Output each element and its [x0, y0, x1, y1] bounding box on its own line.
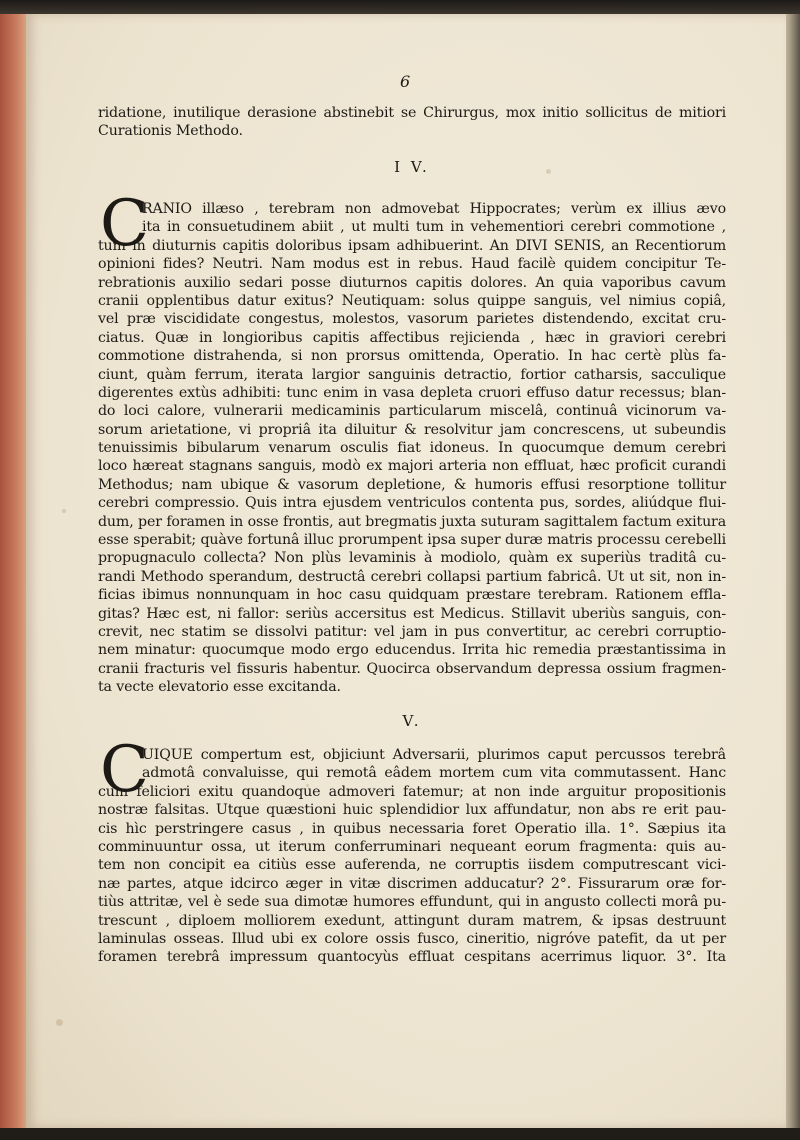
text-line: loco hæreat stagnans sanguis, modò ex majori arteria non effluat, hæc proficit curandi	[98, 458, 726, 475]
text-line: cranii opplentibus datur exitus? Neutiquam: solus quippe sanguis, vel nimius copiâ,	[98, 292, 726, 309]
text-line: laminulas osseas. Illud ubi ex colore ossis fusco, cineritio, nigróve patefit, da ut per	[98, 930, 726, 947]
text-line: nem minatur: quocumque modo ergo educendus. Irrita hic remedia præstantissima in	[98, 642, 726, 659]
text-line: cis hìc perstringere casus , in quibus necessaria foret Operatio illa. 1°. Sæpius ita	[98, 820, 726, 837]
text-line: opinioni fides? Neutri. Nam modus est in rebus. Haud facilè quidem concipitur Te-	[98, 256, 726, 273]
section-iv-body	[98, 200, 726, 697]
text-line: gitas? Hæc est, ni fallor: seriùs accersitus est Medicus. Stillavit uberiùs sanguis, con-	[98, 605, 726, 622]
text-line: dum, per foramen in osse frontis, aut bregmatis juxta suturam sagittalem factum exitura	[98, 513, 726, 530]
section-heading-iv: I V.	[394, 158, 430, 176]
text-line: propugnaculo collecta? Non plùs levaminis à modiolo, quàm ex superiùs traditâ cu-	[98, 550, 726, 567]
foxing-spot	[62, 509, 66, 513]
intro-paragraph	[98, 104, 726, 141]
text-line: crevit, nec statim se dissolvi patitur: vel jam in pus convertitur, ac cerebri corruptio-	[98, 623, 726, 640]
text-line: do loci calore, vulnerarii medicaminis particularum miscelâ, continuâ vicinorum va-	[98, 403, 726, 420]
foxing-spot	[56, 1019, 63, 1026]
text-line: Methodus; nam ubique & vasorum depletione, & humoris effusi resorptione tollitur	[98, 476, 726, 493]
text-line: vel præ viscididate congestus, molestos, vasorum parietes distendendo, excitat cru-	[98, 311, 726, 328]
section-heading-v: V.	[402, 712, 422, 730]
text-line: comminuuntur ossa, ut iterum conferruminari nequeant eorum fragmenta: quis au-	[98, 838, 726, 855]
text-line: Curationis Methodo.	[98, 123, 243, 140]
text-line: commotione distrahenda, si non prorsus omittenda, Operatio. In hac certè plùs fa-	[98, 348, 726, 365]
text-line: trescunt , diploem molliorem exedunt, attingunt duram matrem, & ipsas destruunt	[98, 912, 726, 929]
page-number: 6	[400, 72, 411, 91]
text-line: ciatus. Quæ in longioribus capitis affectibus rejicienda , hæc in graviori cerebri	[98, 329, 726, 346]
text-line: cum feliciori exitu quandoque admoveri fatemur; at non inde arguitur propositionis	[98, 783, 726, 800]
text-line: ficias ibimus nonnunquam in hoc casu quidquam præstare terebram. Rationem effla-	[98, 587, 726, 604]
text-line: cranii fracturis vel fissuris habentur. Quocirca observandum depressa ossium fragmen-	[98, 660, 726, 677]
text-line: esse sperabit; quàve fortunâ illuc prorumpent ipsa super duræ matris processu cerebelli	[98, 532, 726, 549]
text-line: nostræ falsitas. Utque quæstioni huic splendidior lux affundatur, non abs re erit pau-	[98, 802, 726, 819]
text-line: næ partes, atque idcirco æger in vitæ discrimen adducatur? 2°. Fissurarum oræ for-	[98, 875, 726, 892]
text-line: RANIO illæso , terebram non admovebat Hippocrates; verùm ex illius ævo	[142, 201, 726, 217]
text-line: ta vecte elevatorio esse excitanda.	[98, 679, 341, 696]
text-line: sorum arietatione, vi propriâ ita diluitur & resolvitur jam concrescens, ut subeundis	[98, 421, 726, 438]
text-line: ciunt, quàm ferrum, iterata largior sanguinis detractio, fortior catharsis, sacculique	[98, 366, 726, 383]
book-bottom-edge	[0, 1128, 800, 1140]
text-line: tiùs attritæ, vel è sede sua dimotæ humores effundunt, qui in angusto collecti morâ pu-	[98, 894, 726, 911]
text-line: admotâ convaluisse, qui remotâ eâdem mortem cum vita commutassent. Hanc	[142, 765, 726, 782]
text-line: tenuissimis bibularum venarum osculis fiat idoneus. In quocumque demum cerebri	[98, 440, 726, 457]
drop-cap: C	[100, 733, 149, 807]
text-line: randi Methodo sperandum, destructâ cerebri collapsi partium fabricâ. Ut ut sit, non in-	[98, 568, 726, 585]
section-v-body	[98, 746, 726, 967]
text-line: digerentes extùs adhibiti: tunc enim in vasa depleta cruori effuso datur recessus; blan-	[98, 384, 726, 401]
page-stack-edge	[784, 14, 800, 1130]
text-line: tum in diuturnis capitis doloribus ipsam adhibuerint. An DIVI SENIS, an Recentiorum	[98, 237, 726, 254]
text-line: UIQUE compertum est, objiciunt Adversarii, plurimos caput percussos terebrâ	[142, 747, 726, 763]
text-line: tem non concipit ea citiùs esse auferenda, ne corruptis iisdem computrescant vici-	[98, 857, 726, 874]
text-line: rebrationis auxilio sedari posse diuturnos capitis dolores. An quia vaporibus cavum	[98, 274, 726, 291]
drop-cap: C	[100, 187, 149, 261]
text-line: foramen terebrâ impressum quantocyùs effluat cespitans acerrimus liquor. 3°. Ita	[98, 949, 726, 966]
text-line: ridatione, inutilique derasione abstinebit se Chirurgus, mox initio sollicitus de mitiori	[98, 105, 726, 121]
binding-edge	[0, 14, 26, 1130]
text-line: cerebri compressio. Quis intra ejusdem ventriculos contenta pus, sordes, aliúdque flui-	[98, 495, 726, 512]
text-line: ita in consuetudinem abiit , ut multi tum in vehementiori cerebri commotione ,	[142, 219, 726, 236]
